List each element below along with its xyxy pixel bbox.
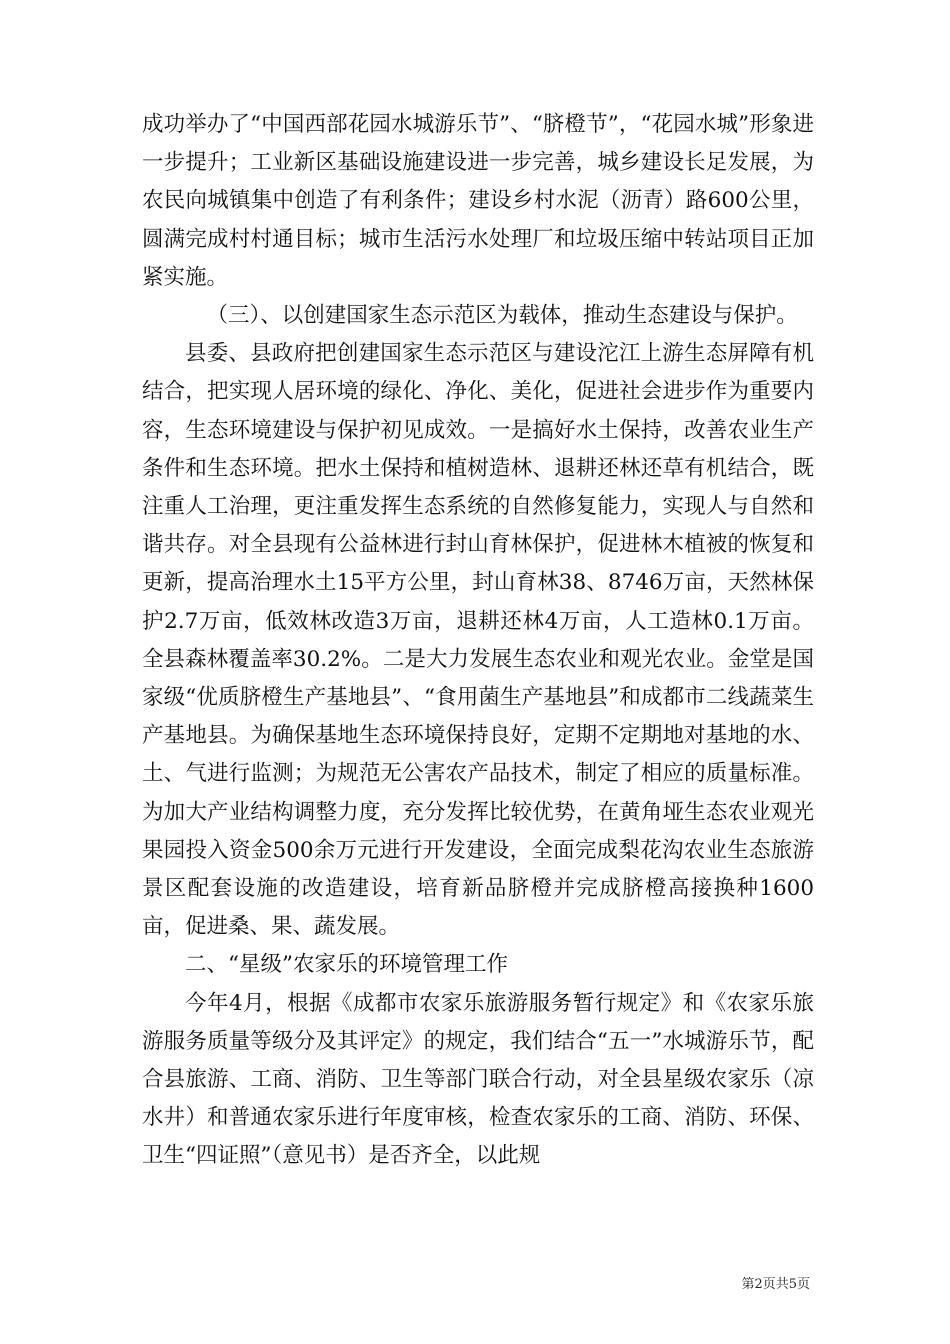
paragraph-farmhouse: 今年4月，根据《成都市农家乐旅游服务暂行规定》和《农家乐旅游服务质量等级分及其评定》的规定，我们结合“五一”水城游乐节，配合县旅游、工商、消防、卫生等部门联合行动，对全县星级农家乐（凉水井）和普通农家乐进行年度审核，检查农家乐的工商、消防、环保、卫生“四证照”（意见书）是否齐全，以此规 <box>142 990 814 1169</box>
section-heading-ecology: （三）、以创建国家生态示范区为载体，推动生态建设与保护。 <box>206 303 798 329</box>
document-body <box>142 106 814 1176</box>
page-number: 第2页共5页 <box>741 1277 810 1292</box>
section-heading-farmhouse: 二、“星级”农家乐的环境管理工作 <box>185 952 508 978</box>
paragraph-ecology: 县委、县政府把创建国家生态示范区与建设沱江上游生态屏障有机结合，把实现人居环境的绿化、净化、美化，促进社会进步作为重要内容，生态环境建设与保护初见成效。一是搞好水土保持，改善农业生产条件和生态环境。把水土保持和植树造林、退耕还林还草有机结合，既注重人工治理，更注重发挥生态系统的自然修复能力，实现人与自然和谐共存。对全县现有公益林进行封山育林保护，促进林木植被的恢复和更新，提高治理水土15平方公里，封山育林38、8746万亩，天然林保护2.7万亩，低效林改造3万亩，退耕还林4万亩，人工造林0.1万亩。全县森林覆盖率30.2%。二是大力发展生态农业和观光农业。金堂是国家级“优质脐橙生产基地县”、“食用菌生产基地县”和成都市二线蔬菜生产基地县。为确保基地生态环境保持良好，定期不定期地对基地的水、土、气进行监测；为规范无公害农产品技术，制定了相应的质量标准。为加大产业结构调整力度，充分发挥比较优势，在黄角垭生态农业观光果园投入资金500余万元进行开发建设，全面完成梨花沟农业生态旅游景区配套设施的改造建设，培育新品脐橙并完成脐橙高接换种1600亩，促进桑、果、蔬发展。 <box>142 341 814 940</box>
paragraph-continuation: 成功举办了“中国西部花园水城游乐节”、“脐橙节”，“花园水城”形象进一步提升；工业新区基础设施建设进一步完善，城乡建设长足发展，为农民向城镇集中创造了有利条件；建设乡村水泥（沥青）路600公里，圆满完成村村通目标；城市生活污水处理厂和垃圾压缩中转站项目正加紧实施。 <box>142 112 814 290</box>
